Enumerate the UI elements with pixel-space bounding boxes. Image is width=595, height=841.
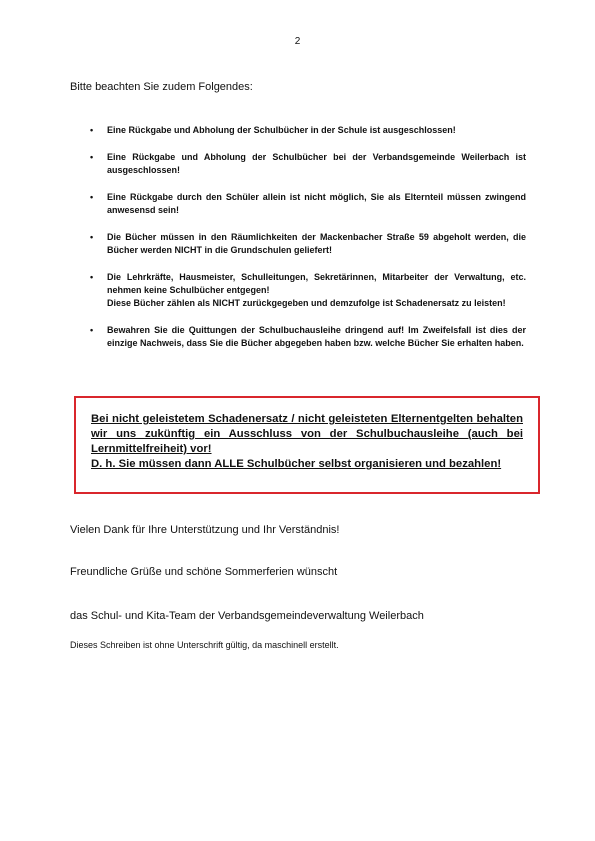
sender-signature: das Schul- und Kita-Team der Verbandsgemeindeverwaltung Weilerbach: [70, 610, 424, 622]
greeting-text: Freundliche Grüße und schöne Sommerferien wünscht: [70, 566, 338, 578]
bullet-icon: •: [90, 152, 94, 162]
bullet-icon: •: [90, 325, 94, 335]
warning-last-line: D. h. Sie müssen dann ALLE Schulbücher selbst organisieren und bezahlen!: [91, 458, 502, 470]
list-item-text: Bewahren Sie die Quittungen der Schulbuchausleihe dringend auf! Im Zweifelsfall ist dies der einzige Nachweis, dass Sie die Bücher abgegeben haben bzw. welche Bücher Sie erhalten haben.: [107, 325, 526, 348]
warning-text: Bei nicht geleistetem Schadenersatz / nicht geleisteten Elternentgelten behalten wir uns zukünftig ein Ausschluss von der Schulbuchausleihe (auch bei Lernmittelfreiheit) vor!: [91, 413, 523, 455]
thanks-text: Vielen Dank für Ihre Unterstützung und Ihr Verständnis!: [70, 524, 340, 536]
list-item: [90, 151, 526, 177]
list-item-text: Eine Rückgabe und Abholung der Schulbücher bei der Verbandsgemeinde Weilerbach ist ausgeschlossen!: [107, 152, 526, 175]
page-number: 2: [294, 36, 301, 47]
list-item: [90, 191, 526, 217]
intro-text: Bitte beachten Sie zudem Folgendes:: [70, 81, 253, 93]
bullet-icon: •: [90, 192, 94, 202]
disclaimer-text: Dieses Schreiben ist ohne Unterschrift gültig, da maschinell erstellt.: [70, 640, 339, 650]
list-item: [90, 271, 526, 310]
list-item-text: Die Bücher müssen in den Räumlichkeiten der Mackenbacher Straße 59 abgeholt werden, die Bücher werden NICHT in die Grundschulen geliefert!: [107, 232, 526, 255]
bullet-icon: •: [90, 232, 94, 242]
list-item: [90, 324, 526, 350]
list-item: [90, 231, 526, 257]
list-item-text: Die Lehrkräfte, Hausmeister, Schulleitungen, Sekretärinnen, Mitarbeiter der Verwaltung, etc. nehmen keine Schulbücher entgegen! Diese Bücher zählen als NICHT zurückgegeben und demzufolge ist Schadenersatz zu leisten!: [107, 272, 526, 308]
bullet-icon: •: [90, 272, 94, 282]
list-item: [90, 124, 526, 137]
warning-box: [74, 396, 540, 494]
bullet-icon: •: [90, 125, 94, 135]
list-item-text: Eine Rückgabe durch den Schüler allein ist nicht möglich, Sie als Elternteil müssen zwingend anwesensd sein!: [107, 192, 526, 215]
list-item-text: Eine Rückgabe und Abholung der Schulbücher in der Schule ist ausgeschlossen!: [107, 125, 456, 135]
notice-list: [90, 124, 526, 364]
